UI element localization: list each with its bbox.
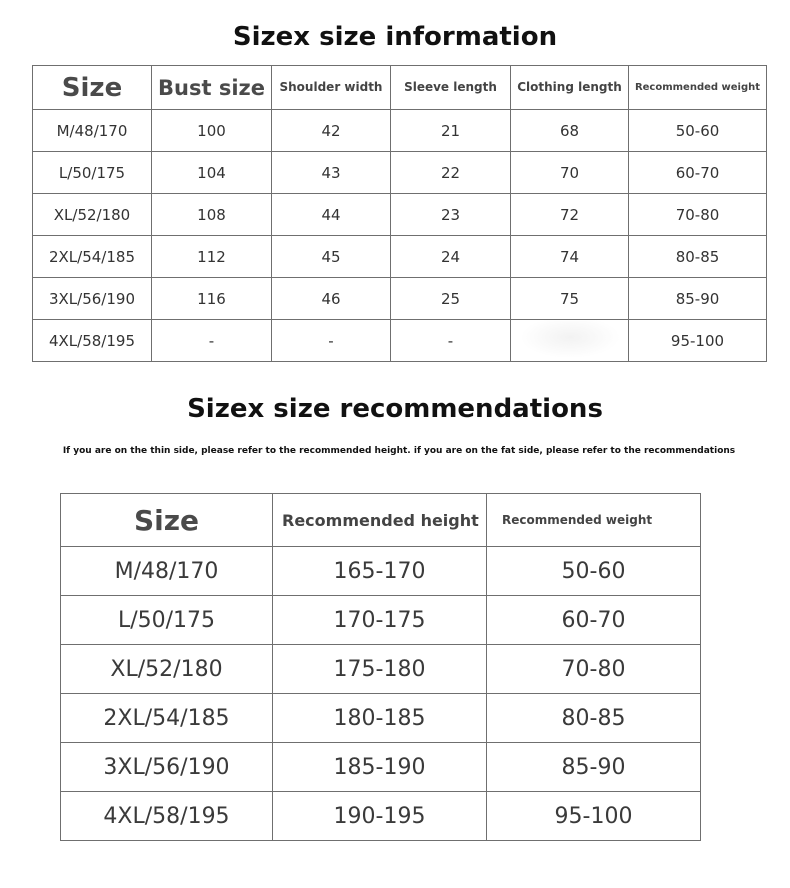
header-recommended-height: Recommended height <box>273 494 487 547</box>
header-recommended-weight: Recommended weight <box>629 66 767 110</box>
table-cell: L/50/175 <box>33 152 152 194</box>
header-size: Size <box>33 66 152 110</box>
table-cell: 180-185 <box>273 694 487 743</box>
table-cell: 80-85 <box>629 236 767 278</box>
table-row <box>61 743 701 792</box>
table-cell: - <box>391 320 511 362</box>
table-cell: 170-175 <box>273 596 487 645</box>
table-cell: 22 <box>391 152 511 194</box>
table-cell: 70 <box>511 152 629 194</box>
table-cell: 60-70 <box>487 596 701 645</box>
table-row <box>33 236 767 278</box>
table-row <box>33 152 767 194</box>
table-cell: 70-80 <box>487 645 701 694</box>
table-cell: 25 <box>391 278 511 320</box>
size-info-title: Sizex size information <box>232 22 558 52</box>
table-cell: 95-100 <box>629 320 767 362</box>
table-cell: 104 <box>152 152 272 194</box>
table-cell: 23 <box>391 194 511 236</box>
table-cell: 165-170 <box>273 547 487 596</box>
table-cell: 72 <box>511 194 629 236</box>
table-cell: 43 <box>272 152 391 194</box>
header-bust-size: Bust size <box>152 66 272 110</box>
table-cell: - <box>272 320 391 362</box>
table-cell: - <box>152 320 272 362</box>
recommendations-note: If you are on the thin side, please refer to the recommended height. if you are on the fat side, please refer to the recommendations <box>62 446 736 456</box>
table-cell: 75 <box>511 278 629 320</box>
table-cell: 175-180 <box>273 645 487 694</box>
header-recommended-weight: Recommended weight <box>487 494 701 547</box>
table-cell: L/50/175 <box>61 596 273 645</box>
table-cell: 70-80 <box>629 194 767 236</box>
table-cell: 4XL/58/195 <box>61 792 273 841</box>
table-cell: 185-190 <box>273 743 487 792</box>
table-cell: 42 <box>272 110 391 152</box>
table-cell <box>511 320 629 362</box>
recommendations-header-row <box>61 494 701 547</box>
header-size: Size <box>61 494 273 547</box>
table-cell: 50-60 <box>487 547 701 596</box>
header-clothing-length: Clothing length <box>511 66 629 110</box>
table-row <box>33 110 767 152</box>
table-cell: 24 <box>391 236 511 278</box>
table-cell: 45 <box>272 236 391 278</box>
table-cell: 60-70 <box>629 152 767 194</box>
table-cell: 116 <box>152 278 272 320</box>
table-cell: 112 <box>152 236 272 278</box>
table-row <box>61 547 701 596</box>
table-row <box>61 694 701 743</box>
table-cell: 2XL/54/185 <box>33 236 152 278</box>
table-row <box>61 596 701 645</box>
table-row <box>33 278 767 320</box>
table-cell: 21 <box>391 110 511 152</box>
table-cell: M/48/170 <box>61 547 273 596</box>
table-cell: 74 <box>511 236 629 278</box>
table-cell: M/48/170 <box>33 110 152 152</box>
table-cell: 108 <box>152 194 272 236</box>
table-row <box>61 792 701 841</box>
table-cell: 95-100 <box>487 792 701 841</box>
table-cell: 190-195 <box>273 792 487 841</box>
table-cell: 44 <box>272 194 391 236</box>
table-cell: XL/52/180 <box>33 194 152 236</box>
table-cell: 100 <box>152 110 272 152</box>
header-sleeve-length: Sleeve length <box>391 66 511 110</box>
table-cell: 4XL/58/195 <box>33 320 152 362</box>
recommendations-title: Sizex size recommendations <box>187 394 603 424</box>
table-cell: 85-90 <box>629 278 767 320</box>
size-info-table <box>32 65 767 362</box>
table-cell: 46 <box>272 278 391 320</box>
table-cell: 2XL/54/185 <box>61 694 273 743</box>
table-cell: 80-85 <box>487 694 701 743</box>
table-cell: 68 <box>511 110 629 152</box>
table-row <box>33 194 767 236</box>
table-row <box>61 645 701 694</box>
header-shoulder-width: Shoulder width <box>272 66 391 110</box>
table-cell: XL/52/180 <box>61 645 273 694</box>
table-row <box>33 320 767 362</box>
table-cell: 3XL/56/190 <box>61 743 273 792</box>
table-cell: 85-90 <box>487 743 701 792</box>
table-cell: 50-60 <box>629 110 767 152</box>
recommendations-table <box>60 493 701 841</box>
size-info-header-row <box>33 66 767 110</box>
table-cell: 3XL/56/190 <box>33 278 152 320</box>
